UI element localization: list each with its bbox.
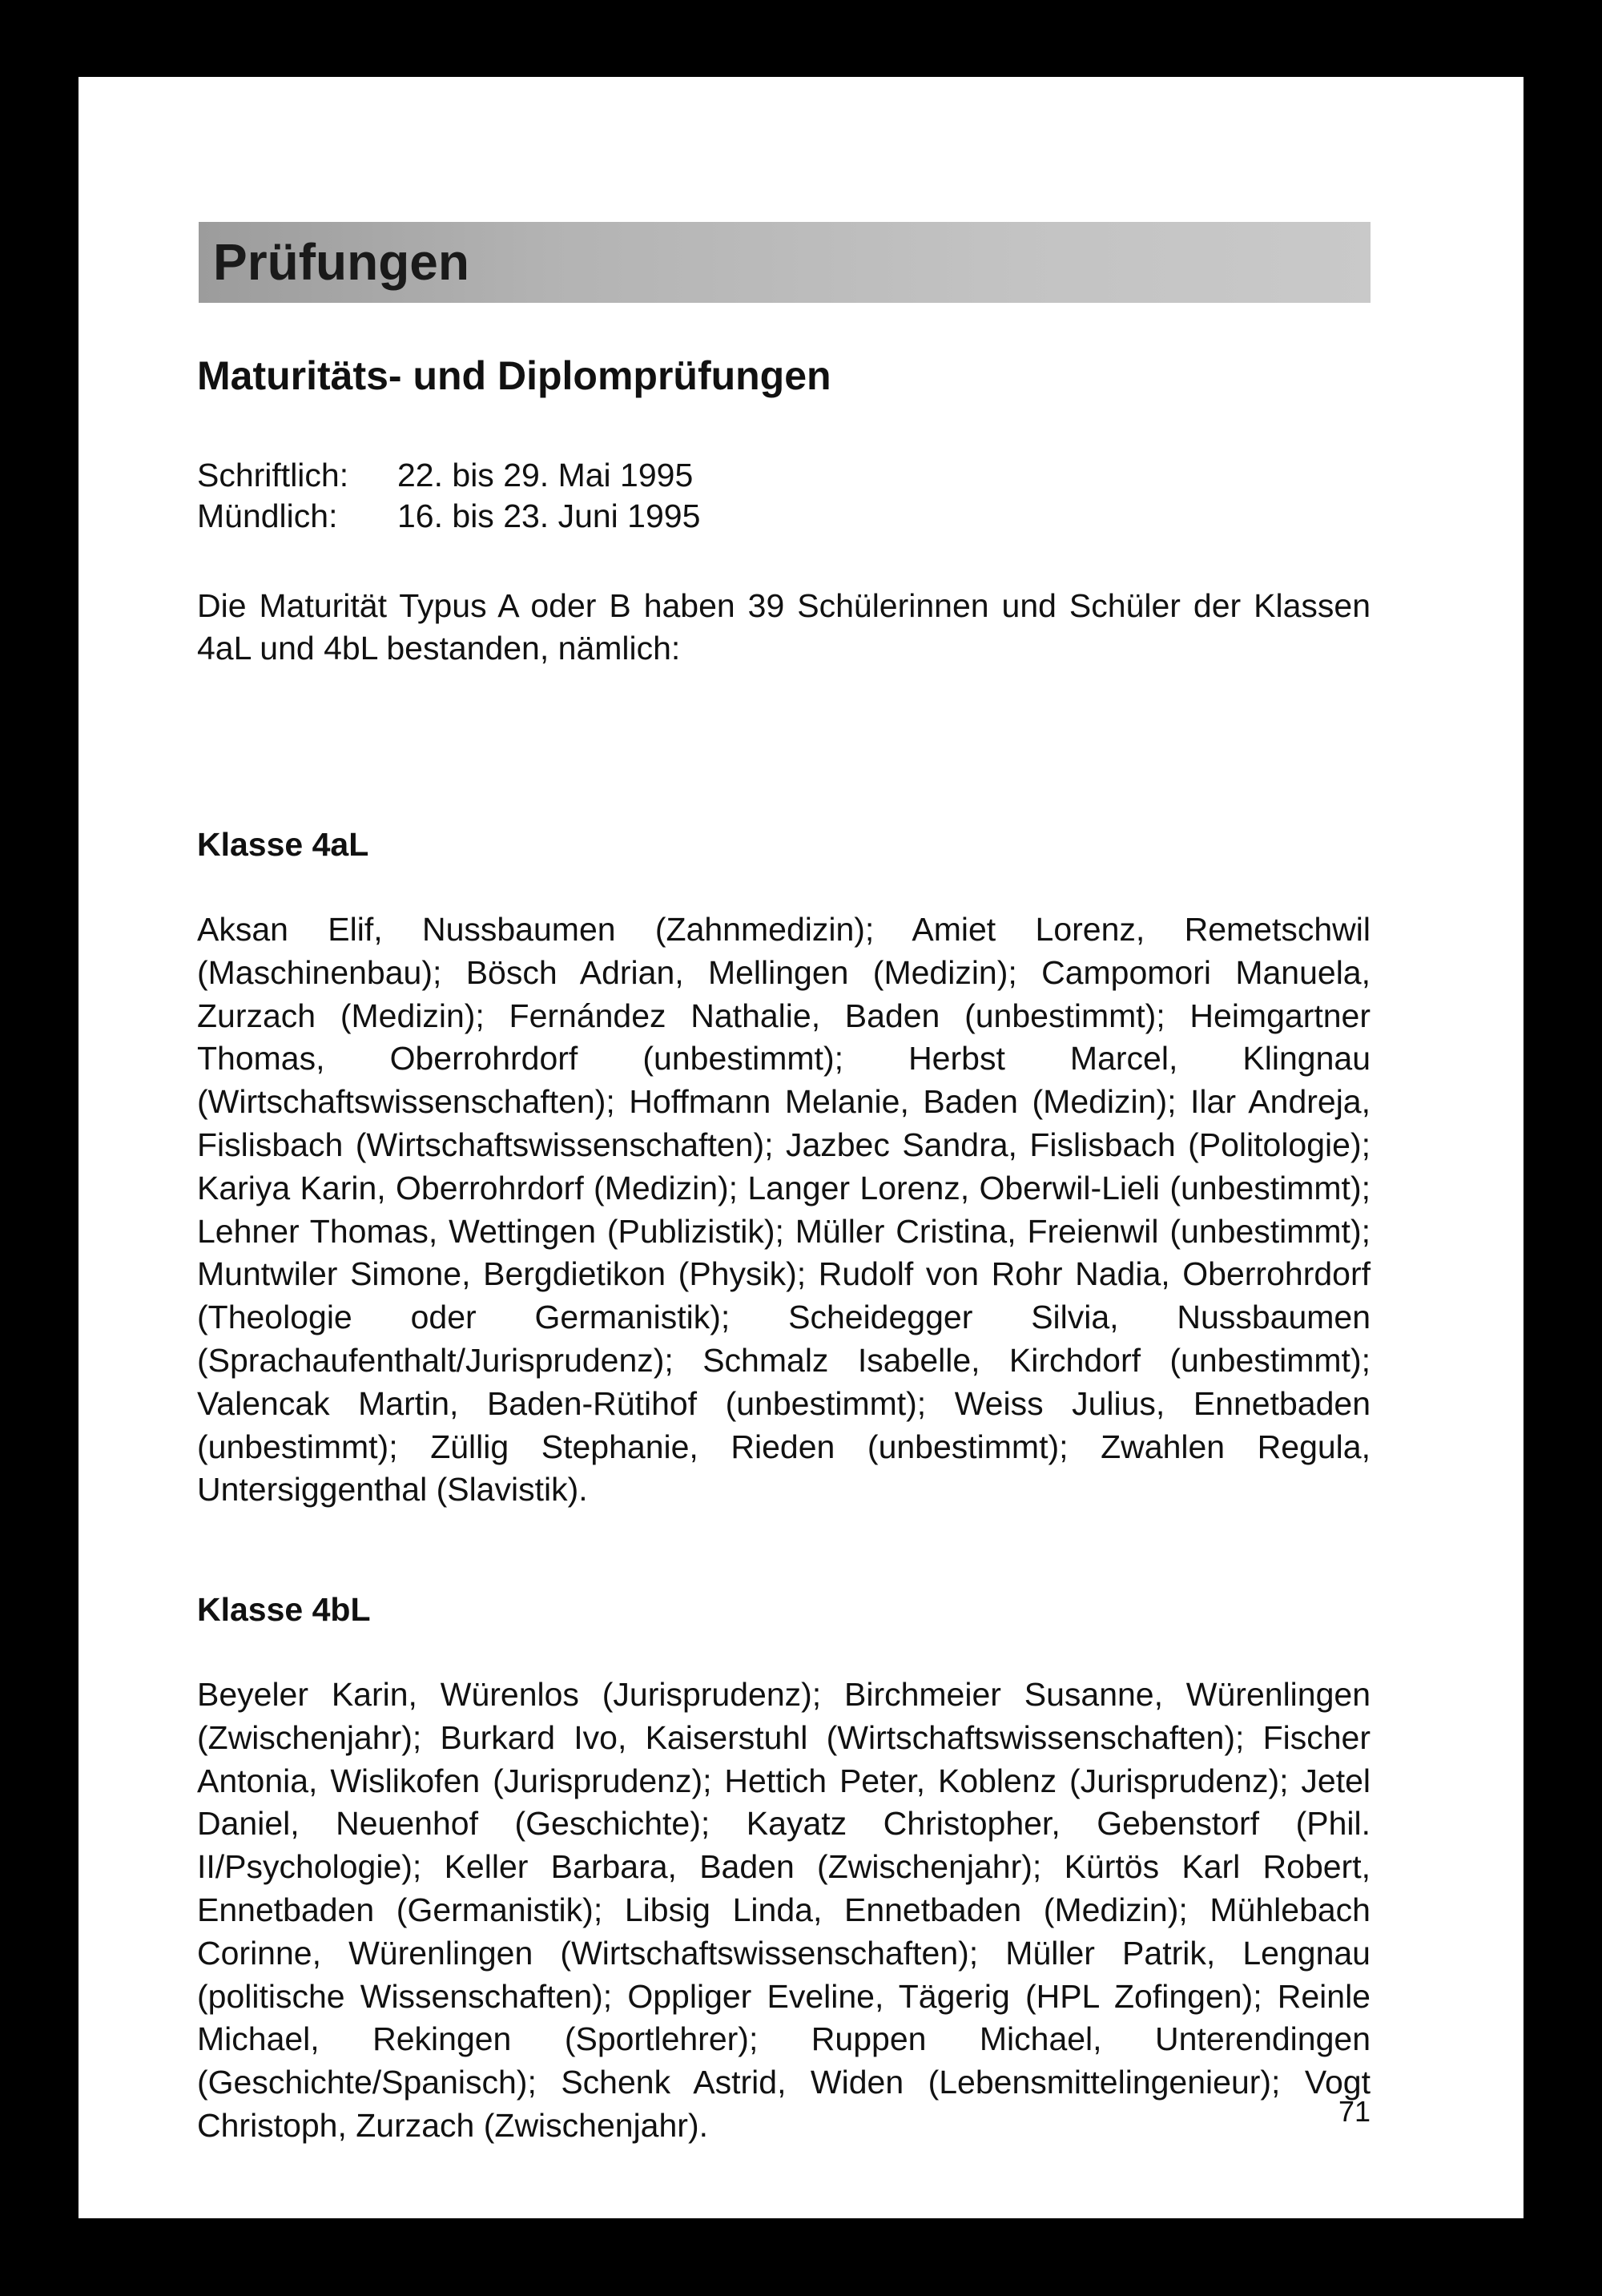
exam-date-row [197, 455, 700, 496]
section-title: Prüfungen [213, 233, 469, 291]
exam-date-row [197, 496, 700, 537]
page-number: 71 [1338, 2095, 1371, 2128]
class-4al-students: Aksan Elif, Nussbaumen (Zahnmedizin); Amiet Lorenz, Remetschwil (Maschinenbau); Bösch Adrian, Mellingen (Medizin); Campomori Manuela, Zurzach (Medizin); Fernández Nathalie, Baden (unbestimmt); Heimgartner Thomas, Oberrohrdorf (unbestimmt); Herbst Marcel, Klingnau (Wirtschaftswissenschaften); Hoffmann Melanie, Baden (Medizin); Ilar Andreja, Fislisbach (Wirtschaftswissenschaften); Jazbec Sandra, Fislisbach (Politologie); Kariya Karin, Oberrohrdorf (Medizin); Langer Lorenz, Oberwil-Lieli (unbestimmt); Lehner Thomas, Wettingen (Publizistik); Müller Cristina, Freienwil (unbestimmt); Muntwiler Simone, Bergdietikon (Physik); Rudolf von Rohr Nadia, Oberrohrdorf (Theologie oder Germanistik); Scheidegger Silvia, Nussbaumen (Sprachaufenthalt/Jurisprudenz); Schmalz Isabelle, Kirchdorf (unbestimmt); Valencak Martin, Baden-Rütihof (unbestimmt); Weiss Julius, Ennetbaden (unbestimmt); Züllig Stephanie, Rieden (unbestimmt); Zwahlen Regula, Untersiggenthal (Slavistik). [197, 911, 1371, 1509]
document-page [78, 77, 1524, 2218]
date-value-oral: 16. bis 23. Juni 1995 [397, 497, 701, 534]
section-banner [199, 222, 1371, 303]
class-4bl-students: Beyeler Karin, Würenlos (Jurisprudenz); Birchmeier Susanne, Würenlingen (Zwischenjahr); Burkard Ivo, Kaiserstuhl (Wirtschaftswissenschaften); Fischer Antonia, Wislikofen (Jurisprudenz); Hettich Peter, Koblenz (Jurisprudenz); Jetel Daniel, Neuenhof (Geschichte); Kayatz Christopher, Gebenstorf (Phil. II/Psychologie); Keller Barbara, Baden (Zwischenjahr); Kürtös Karl Robert, Ennetbaden (Germanistik); Libsig Linda, Ennetbaden (Medizin); Mühlebach Corinne, Würenlingen (Wirtschaftswissenschaften); Müller Patrik, Lengnau (politische Wissenschaften); Oppliger Eveline, Tägerig (HPL Zofingen); Reinle Michael, Rekingen (Sportlehrer); Ruppen Michael, Unterendingen (Geschichte/Spanisch); Schenk Astrid, Widen (Lebensmittelingenieur); Vogt Christoph, Zurzach (Zwischenjahr). [197, 1676, 1371, 2144]
class-4bl-title: Klasse 4bL [197, 1591, 371, 1628]
date-label-oral: Mündlich: [197, 497, 338, 534]
page-heading: Maturitäts- und Diplomprüfungen [197, 353, 831, 398]
exam-dates [197, 455, 700, 537]
date-label-written: Schriftlich: [197, 457, 349, 493]
class-4al-title: Klasse 4aL [197, 826, 369, 863]
intro-paragraph: Die Maturität Typus A oder B haben 39 Schülerinnen und Schüler der Klassen 4aL und 4bL bestanden, nämlich: [197, 587, 1371, 667]
date-value-written: 22. bis 29. Mai 1995 [397, 457, 694, 493]
